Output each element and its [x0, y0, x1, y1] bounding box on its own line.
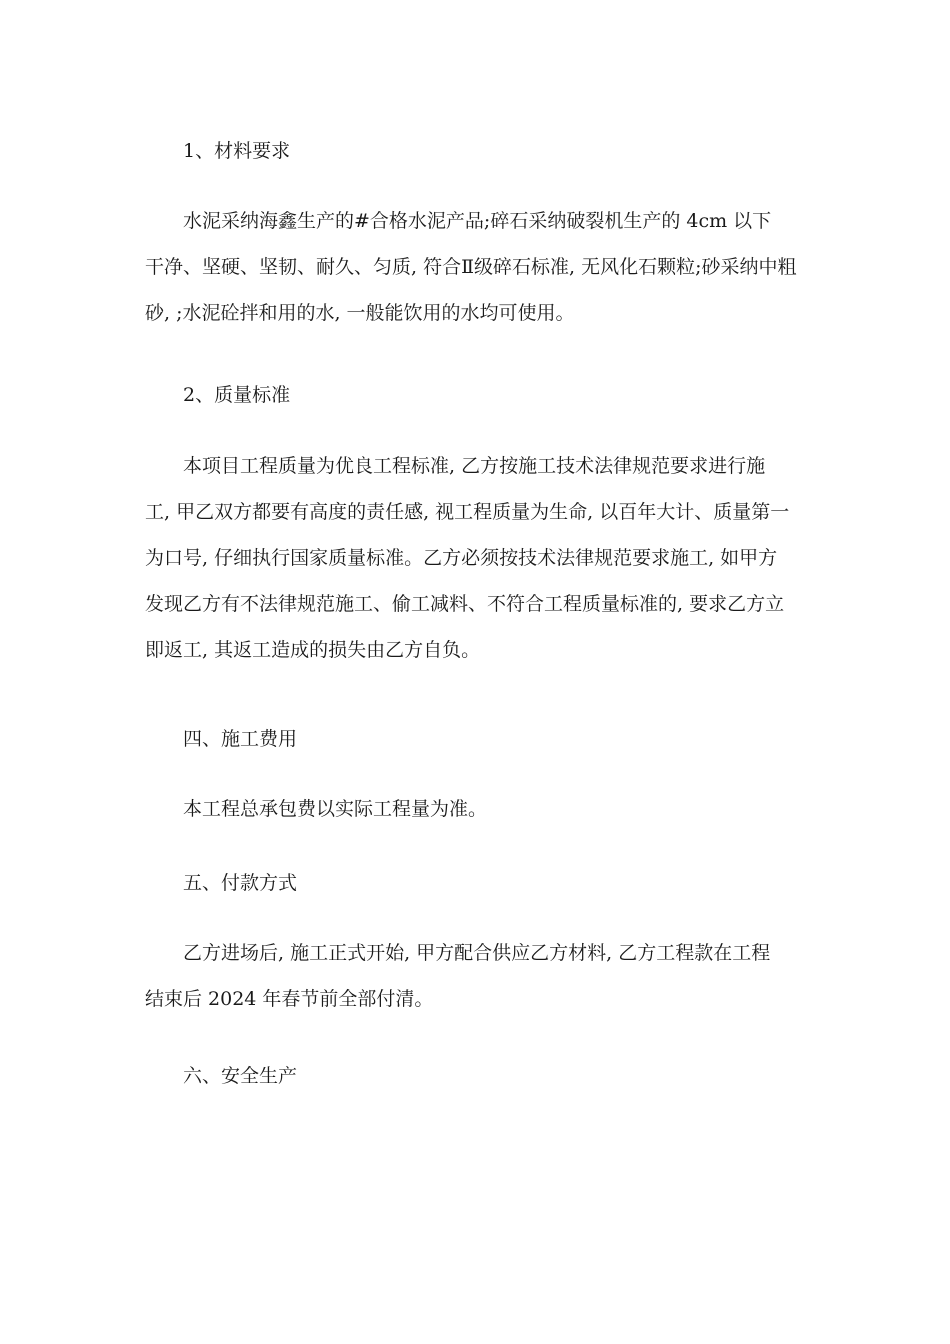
paragraph-payment	[145, 930, 795, 1022]
paragraph-line: 干净、坚硬、坚韧、耐久、匀质, 符合Ⅱ级碎石标准, 无风化石颗粒;砂采纳中粗	[145, 256, 797, 278]
paragraph-line: 乙方进场后, 施工正式开始, 甲方配合供应乙方材料, 乙方工程款在工程	[183, 942, 771, 964]
section-heading-safety: 六、安全生产	[183, 1065, 298, 1087]
paragraph-line: 结束后 2024 年春节前全部付清。	[145, 988, 434, 1010]
paragraph-line: 工, 甲乙双方都要有高度的责任感, 视工程质量为生命, 以百年大计、质量第一	[145, 501, 790, 523]
paragraph-quality	[145, 443, 795, 673]
paragraph-line: 本工程总承包费以实际工程量为准。	[183, 798, 488, 820]
paragraph-materials	[145, 198, 795, 336]
paragraph-line: 水泥采纳海鑫生产的#合格水泥产品;碎石采纳破裂机生产的 4cm 以下	[183, 210, 772, 232]
paragraph-line: 即返工, 其返工造成的损失由乙方自负。	[145, 639, 481, 661]
paragraph-line: 发现乙方有不法律规范施工、偷工减料、不符合工程质量标准的, 要求乙方立	[145, 593, 785, 615]
section-heading-quality: 2、质量标准	[183, 384, 291, 406]
section-heading-payment: 五、付款方式	[183, 872, 298, 894]
section-heading-cost: 四、施工费用	[183, 728, 298, 750]
section-heading-materials: 1、材料要求	[183, 140, 291, 162]
paragraph-line: 本项目工程质量为优良工程标准, 乙方按施工技术法律规范要求进行施	[183, 455, 766, 477]
paragraph-cost	[145, 786, 795, 832]
paragraph-line: 为口号, 仔细执行国家质量标准。乙方必须按技术法律规范要求施工, 如甲方	[145, 547, 778, 569]
paragraph-line: 砂, ;水泥砼拌和用的水, 一般能饮用的水均可使用。	[145, 302, 575, 324]
